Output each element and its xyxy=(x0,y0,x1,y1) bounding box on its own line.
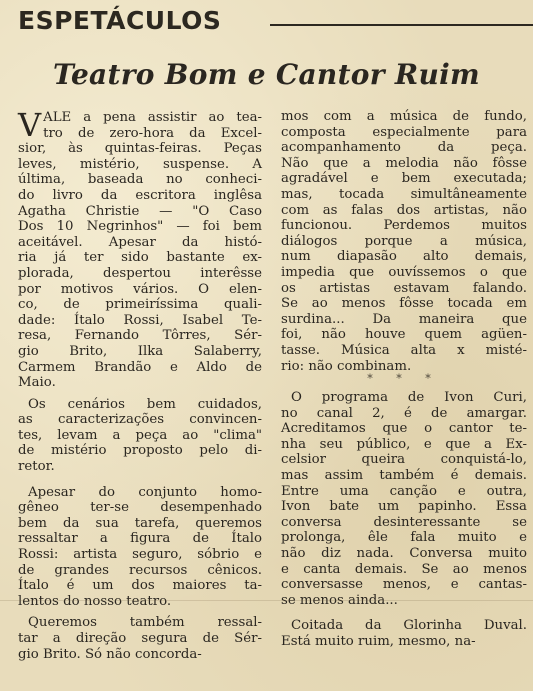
text-line: gio Brito, Ilka Salaberry, xyxy=(18,343,262,359)
text-line: ressaltar a figura de Ítalo xyxy=(18,531,262,547)
text-line: num diapasão alto demais, xyxy=(281,249,527,265)
header-rule xyxy=(270,24,533,26)
section-separator: * * * xyxy=(367,372,441,386)
article-headline: Teatro Bom e Cantor Ruim xyxy=(53,58,480,91)
section-title: ESPETÁCULOS xyxy=(18,6,222,35)
paragraph xyxy=(18,485,262,610)
text-line: diálogos porque a música, xyxy=(281,233,527,249)
text-line: Rossi: artista seguro, sóbrio e xyxy=(18,547,262,563)
paragraph xyxy=(18,106,262,391)
text-line: prolonga, êle fala muito e xyxy=(281,530,527,546)
text-line: os artistas estavam falando. xyxy=(281,280,527,296)
text-line: de grandes recursos cênicos. xyxy=(18,562,262,578)
text-line: tasse. Música alta x misté- xyxy=(281,342,527,358)
text-line: mos com a música de fundo, xyxy=(281,109,527,124)
text-line: no canal 2, é de amargar. xyxy=(281,405,527,421)
text-line: gêneo ter-se desempenhado xyxy=(18,500,262,516)
paragraph xyxy=(281,618,527,649)
text-line: composta especialmente para xyxy=(281,124,527,140)
text-line: tro de zero-hora da Excel- xyxy=(43,125,262,141)
text-line: última, baseada no conheci- xyxy=(18,172,262,188)
text-line: Carmem Brandão e Aldo de xyxy=(18,359,262,375)
text-line: resa, Fernando Tôrres, Sér- xyxy=(18,328,262,344)
text-line: as caracterizações convincen- xyxy=(18,412,262,428)
text-line: Ítalo é um dos maiores ta- xyxy=(18,578,262,594)
text-line: Coitada da Glorinha Duval. xyxy=(291,618,527,634)
text-line: mas assim também é demais. xyxy=(281,468,527,484)
text-line: se menos ainda... xyxy=(281,592,398,608)
text-line: sior, às quintas-feiras. Peças xyxy=(18,141,262,157)
text-line: leves, mistério, suspense. A xyxy=(18,156,262,172)
text-line: Acreditamos que o cantor te- xyxy=(281,421,527,437)
text-line: por motivos vários. O elen- xyxy=(18,281,262,297)
text-line: ALE a pena assistir ao tea- xyxy=(43,110,262,125)
text-line: Não que a melodia não fôsse xyxy=(281,155,527,171)
text-line: Se ao menos fôsse tocada em xyxy=(281,296,527,312)
text-line: bem da sua tarefa, queremos xyxy=(18,515,262,531)
text-line: Maio. xyxy=(18,375,56,391)
text-line: conversa desinteressante se xyxy=(281,514,527,530)
text-line: acompanhamento da peça. xyxy=(281,140,527,156)
text-line: O programa de Ivon Curi, xyxy=(291,390,527,406)
text-line: e canta demais. Se ao menos xyxy=(281,561,527,577)
text-line: Queremos também ressal- xyxy=(28,615,262,631)
text-line: conversasse menos, e cantas- xyxy=(281,577,527,593)
text-line: nha seu público, e que a Ex- xyxy=(281,436,527,452)
text-line: gio Brito. Só não concorda- xyxy=(18,646,202,662)
text-line: agradável e bem executada; xyxy=(281,171,527,187)
article-left-column xyxy=(18,106,262,662)
text-line: plorada, despertou interêsse xyxy=(18,265,262,281)
text-line: Está muito ruim, mesmo, na- xyxy=(281,634,476,649)
text-line: Os cenários bem cuidados, xyxy=(28,396,262,412)
text-line: não diz nada. Conversa muito xyxy=(281,546,527,562)
text-line: foi, não houve quem agüen- xyxy=(281,327,527,343)
section-header xyxy=(8,2,528,42)
text-line: mas, tocada simultâneamente xyxy=(281,186,527,202)
text-line: impedia que ouvíssemos o que xyxy=(281,264,527,280)
text-line: Apesar do conjunto homo- xyxy=(28,484,262,500)
text-line: Dos 10 Negrinhos" — foi bem xyxy=(18,219,262,235)
paragraph xyxy=(18,397,262,475)
text-line: tar a direção segura de Sér- xyxy=(18,631,262,646)
text-line: co, de primeiríssima quali- xyxy=(18,297,262,313)
paper-fold xyxy=(0,600,533,601)
text-line: lentos do nosso teatro. xyxy=(18,593,172,609)
paragraph xyxy=(281,390,527,608)
text-line: surdina... Da maneira que xyxy=(281,311,527,327)
text-line: celsior queira conquistá-lo, xyxy=(281,452,527,468)
article-right-column xyxy=(281,109,527,650)
text-line: Entre uma canção e outra, xyxy=(281,483,527,499)
text-line: de mistério proposto pelo di- xyxy=(18,443,262,459)
drop-cap: V xyxy=(18,106,42,144)
text-line: aceitável. Apesar da histó- xyxy=(18,234,262,250)
text-line: com as falas dos artistas, não xyxy=(281,202,527,218)
text-line: dade: Ítalo Rossi, Isabel Te- xyxy=(18,312,262,328)
text-line: funcionou. Perdemos muitos xyxy=(281,218,527,234)
text-line: Agatha Christie — "O Caso xyxy=(18,203,262,219)
text-line: ria já ter sido bastante ex- xyxy=(18,250,262,266)
text-line: rio: não combinam. xyxy=(281,358,412,374)
text-line: do livro da escritora inglêsa xyxy=(18,187,262,203)
text-line: retor. xyxy=(18,459,55,475)
paragraph xyxy=(281,109,527,374)
text-line: Ivon bate um papinho. Essa xyxy=(281,499,527,515)
text-line: tes, levam a peça ao "clima" xyxy=(18,427,262,443)
paragraph xyxy=(18,615,262,662)
